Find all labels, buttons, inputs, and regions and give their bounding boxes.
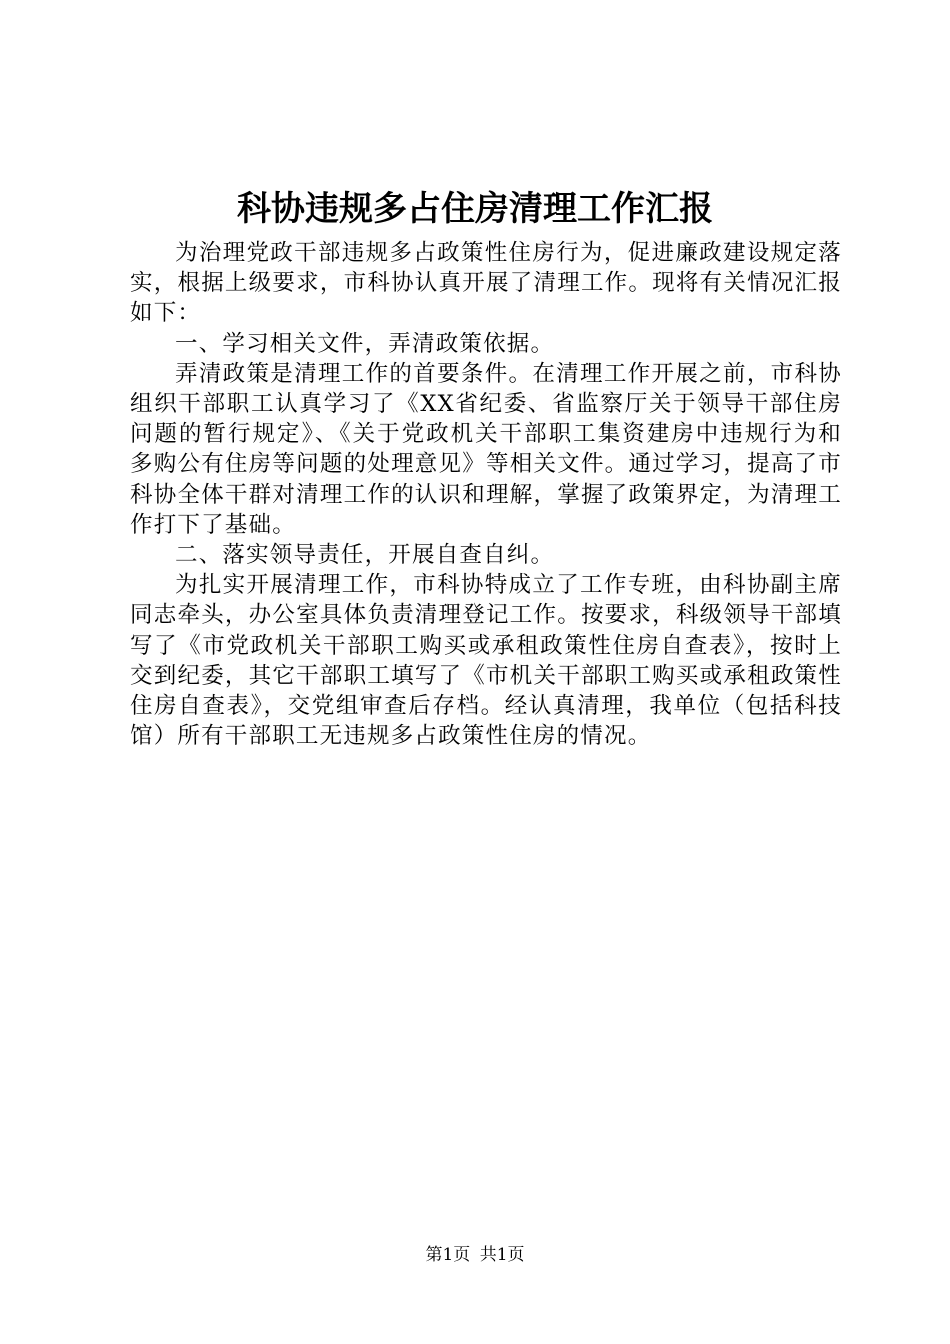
section-1-paragraph: 弄清政策是清理工作的首要条件。在清理工作开展之前，市科协组织干部职工认真学习了《XX省纪委、省监察厅关于领导干部住房问题的暂行规定》、《关于党政机关干部职工集资建房中违规行为和多购公有住房等问题的处理意见》等相关文件。通过学习，提高了市科协全体干群对清理工作的认识和理解，掌握了政策界定，为清理工作打下了基础。 (130, 360, 842, 538)
page-total: 共1页 (479, 1245, 525, 1265)
section-heading-2: 二、落实领导责任，开展自查自纠。 (175, 542, 555, 569)
section-2-paragraph: 为扎实开展清理工作，市科协特成立了工作专班，由科协副主席同志牵头，办公室具体负责清理登记工作。按要求，科级领导干部填写了《市党政机关干部职工购买或承租政策性住房自查表》，按时上交到纪委，其它干部职工填写了《市机关干部职工购买或承租政策性住房自查表》，交党组审查后存档。经认真清理，我单位（包括科技馆）所有干部职工无违规多占政策性住房的情况。 (130, 572, 842, 750)
document-body (130, 238, 842, 751)
document-title: 科协违规多占住房清理工作汇报 (237, 189, 713, 229)
page-number: 第1页 (425, 1245, 471, 1265)
section-heading-1: 一、学习相关文件，弄清政策依据。 (175, 330, 555, 357)
intro-paragraph: 为治理党政干部违规多占政策性住房行为，促进廉政建设规定落实，根据上级要求，市科协认真开展了清理工作。现将有关情况汇报如下： (130, 240, 842, 327)
page-footer (0, 1244, 950, 1266)
